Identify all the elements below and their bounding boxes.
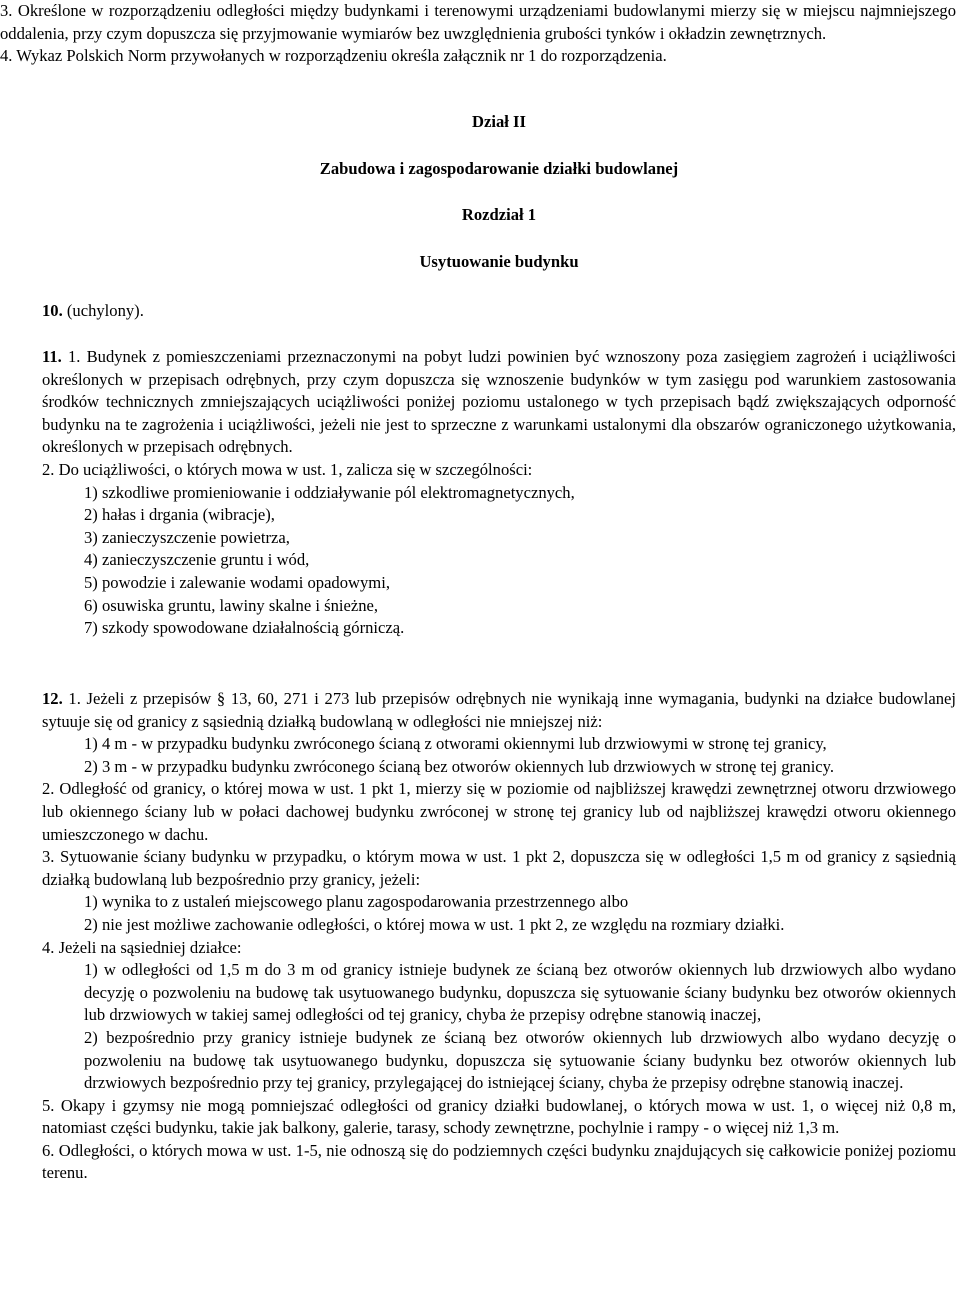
section-12 (42, 688, 956, 1185)
list-item: 1) w odległości od 1,5 m do 3 m od granicy istnieje budynek ze ścianą bez otworów okiennych lub drzwiowych albo wydano decyzję o pozwoleniu na budowę tak usytuowanego budynku, dopuszcza się sytuowanie ściany budynku bez otworów okiennych lub drzwiowych w takiej samej odległości od tej granicy, chyba że przepisy odrębne stanowią inaczej, (84, 960, 956, 1025)
section-11 (42, 346, 956, 640)
section-10-number: 10. (42, 301, 63, 320)
section-11-paragraph-2: 2. Do uciążliwości, o których mowa w ust. 1, zalicza się w szczególności: (42, 459, 533, 479)
section-11-list (42, 482, 956, 640)
list-item: 6) osuwiska gruntu, lawiny skalne i śnieżne, (84, 595, 379, 615)
section-11-number: 11. (42, 347, 62, 366)
division-title: Zabudowa i zagospodarowanie działki budowlanej (319, 158, 679, 178)
list-item: 2) 3 m - w przypadku budynku zwróconego ścianą bez otworów okiennych lub drzwiowych w stronę tej granicy. (84, 756, 835, 776)
list-item: 3) zanieczyszczenie powietrza, (84, 527, 290, 547)
list-item: 4) zanieczyszczenie gruntu i wód, (84, 550, 310, 570)
chapter-heading (42, 111, 956, 273)
list-item: 1) wynika to z ustaleń miejscowego planu zagospodarowania przestrzennego albo (84, 892, 629, 912)
section-12-paragraph-3: 3. Sytuowanie ściany budynku w przypadku, o którym mowa w ust. 1 pkt 2, dopuszcza się w odległości 1,5 m od granicy z sąsiednią działką budowlaną lub bezpośrednio przy granicy, jeżeli: (42, 847, 956, 889)
list-item: 2) bezpośrednio przy granicy istnieje budynek ze ścianą bez otworów okiennych lub drzwiowych albo wydano decyzję o pozwoleniu na budowę tak usytuowanego budynku, dopuszcza się sytuowanie ściany budynku bez otworów okiennych lub drzwiowych bezpośrednio przy tej granicy, przylegającej do istniejącej ściany, chyba że przepisy odrębne stanowią inaczej. (84, 1027, 956, 1093)
list-item: 1) 4 m - w przypadku budynku zwróconego ścianą z otworami okiennymi lub drzwiowymi w stronę tej granicy, (84, 734, 827, 754)
list-item: 5) powodzie i zalewanie wodami opadowymi, (84, 572, 390, 592)
section-12-paragraph-6: 6. Odległości, o których mowa w ust. 1-5, nie odnoszą się do podziemnych części budynku znajdujących się całkowicie poniżej poziomu terenu. (42, 1140, 956, 1183)
section-11-paragraph-1: 11. 1. Budynek z pomieszczeniami przeznaczonymi na pobyt ludzi powinien być wznoszony poza zasięgiem zagrożeń i uciążliwości określonych w przepisach odrębnych, przy czym dopuszcza się wznoszenie budynków w tym zasięgu pod warunkiem zastosowania środków technicznych zmniejszających uciążliwości poniżej poziomu ustalonego w tych przepisach bądź zwiększających odporność budynku na te zagrożenia i uciążliwości, jeżeli nie jest to sprzeczne z warunkami ustalonymi dla obszarów ograniczonego użytkowania, określonych w przepisach odrębnych. (42, 347, 956, 457)
paragraph-4: 4. Wykaz Polskich Norm przywołanych w rozporządzeniu określa załącznik nr 1 do rozporządzenia. (0, 46, 667, 66)
list-item: 1) szkodliwe promieniowanie i oddziaływanie pól elektromagnetycznych, (84, 482, 575, 502)
section-12-paragraph-4: 4. Jeżeli na sąsiedniej działce: (42, 937, 242, 957)
section-12-paragraph-1: 12. 1. Jeżeli z przepisów § 13, 60, 271 i 273 lub przepisów odrębnych nie wynikają inne wymagania, budynki na działce budowlanej sytuuje się od granicy z sąsiednią działką budowlaną w odległości nie mniejszej niż: (42, 689, 956, 731)
paragraph-3: 3. Określone w rozporządzeniu odległości między budynkami i terenowymi urządzeniami budowlanymi mierzy się w miejscu najmniejszego oddalenia, przy czym dopuszcza się przyjmowanie wymiarów bez uwzględnienia grubości tynków i okładzin zewnętrznych. (0, 1, 956, 43)
chapter-title: Usytuowanie budynku (419, 251, 579, 271)
section-10-text: (uchylony). (62, 301, 144, 320)
chapter-number: Rozdział 1 (461, 205, 537, 225)
intro-section (0, 0, 956, 68)
list-item: 2) hałas i drgania (wibracje), (84, 505, 275, 525)
list-item: 7) szkody spowodowane działalnością górniczą. (84, 618, 405, 638)
list-item: 2) nie jest możliwe zachowanie odległości, o której mowa w ust. 1 pkt 2, ze względu na rozmiary działki. (84, 914, 785, 934)
section-12-paragraph-5: 5. Okapy i gzymsy nie mogą pomniejszać odległości od granicy działki budowlanej, o których mowa w ust. 1, o więcej niż 0,8 m, natomiast części budynku, takie jak balkony, galerie, tarasy, schody zewnętrzne, pochylnie i rampy - o więcej niż 1,3 m. (42, 1095, 956, 1138)
section-12-number: 12. (42, 689, 63, 708)
section-12-paragraph-2: 2. Odległość od granicy, o której mowa w ust. 1 pkt 1, mierzy się w poziomie od najbliższej krawędzi zewnętrznej otworu drzwiowego lub okiennego ściany lub w połaci dachowej budynku zwróconej w stronę tej granicy lub od najbliższej krawędzi otworu okiennego umieszczonego w dachu. (42, 779, 956, 844)
division-number: Dział II (472, 112, 526, 131)
section-10 (42, 300, 442, 323)
